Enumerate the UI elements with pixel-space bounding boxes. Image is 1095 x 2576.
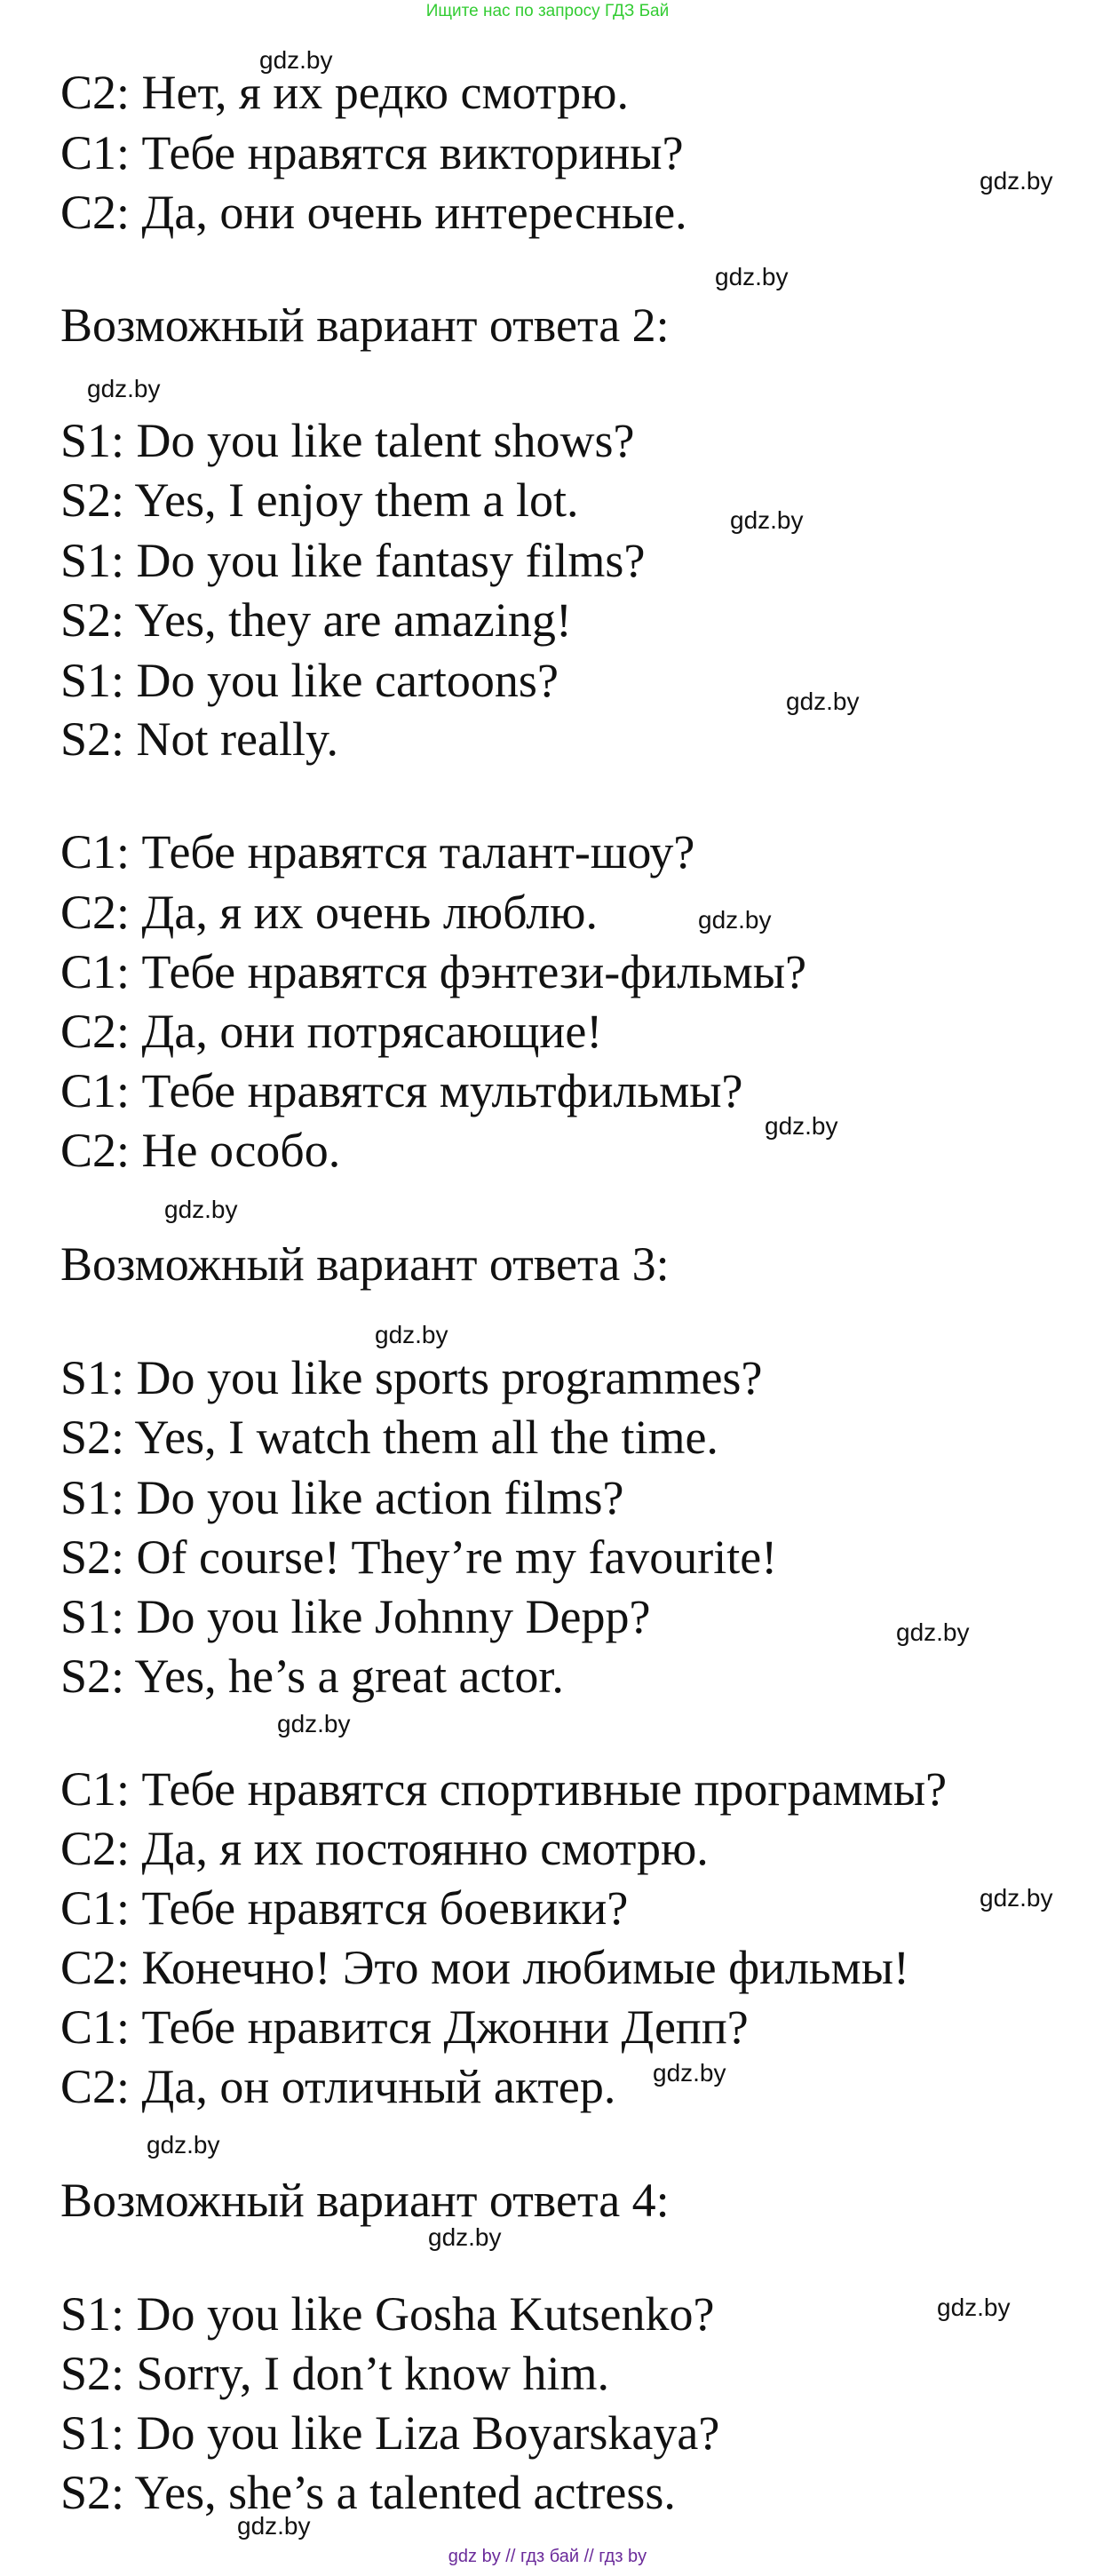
dialogue-line: C1: Тебе нравится Джонни Депп? bbox=[60, 2000, 749, 2054]
dialogue-line: C2: Да, я их очень люблю. bbox=[60, 886, 599, 939]
dialogue-line: S1: Do you like action films? bbox=[60, 1471, 624, 1524]
dialogue-line: S2: Of course! They’re my favourite! bbox=[60, 1530, 778, 1584]
watermark: gdz.by bbox=[980, 167, 1053, 195]
watermark: gdz.by bbox=[164, 1196, 238, 1223]
dialogue-line: S1: Do you like Johnny Depp? bbox=[60, 1590, 651, 1643]
watermark: gdz.by bbox=[653, 2059, 726, 2087]
watermark: gdz.by bbox=[147, 2131, 220, 2159]
dialogue-line: C1: Тебе нравятся талант-шоу? bbox=[60, 825, 695, 879]
watermark: gdz.by bbox=[428, 2223, 502, 2251]
dialogue-line: C2: Да, они потрясающие! bbox=[60, 1005, 603, 1058]
dialogue-line: C1: Тебе нравятся боевики? bbox=[60, 1881, 629, 1935]
watermark: gdz.by bbox=[765, 1112, 838, 1140]
watermark: gdz.by bbox=[277, 1710, 351, 1737]
top-banner: Ищите нас по запросу ГДЗ Бай bbox=[425, 2, 670, 20]
watermark: gdz.by bbox=[698, 906, 772, 934]
dialogue-line: C2: Да, я их постоянно смотрю. bbox=[60, 1822, 709, 1875]
watermark: gdz.by bbox=[786, 688, 860, 715]
watermark: gdz.by bbox=[730, 506, 804, 534]
watermark: gdz.by bbox=[896, 1618, 970, 1646]
dialogue-line: C2: Не особо. bbox=[60, 1124, 341, 1177]
dialogue-line: S2: Yes, he’s a great actor. bbox=[60, 1650, 564, 1703]
watermark: gdz.by bbox=[980, 1884, 1053, 1912]
dialogue-line: S2: Yes, she’s a talented actress. bbox=[60, 2466, 676, 2519]
section-heading: Возможный вариант ответа 4: bbox=[60, 2174, 670, 2227]
dialogue-line: S1: Do you like Liza Boyarskaya? bbox=[60, 2406, 720, 2460]
dialogue-line: S2: Yes, I watch them all the time. bbox=[60, 1411, 718, 1464]
dialogue-line: C1: Тебе нравятся викторины? bbox=[60, 126, 684, 179]
dialogue-line: S1: Do you like talent shows? bbox=[60, 414, 635, 467]
dialogue-line: C1: Тебе нравятся фэнтези-фильмы? bbox=[60, 945, 807, 998]
watermark: gdz.by bbox=[87, 375, 161, 402]
dialogue-line: C1: Тебе нравятся спортивные программы? bbox=[60, 1762, 948, 1816]
dialogue-line: S1: Do you like cartoons? bbox=[60, 654, 559, 707]
dialogue-line: S1: Do you like fantasy films? bbox=[60, 534, 646, 587]
dialogue-line: C2: Да, они очень интересные. bbox=[60, 186, 687, 239]
dialogue-line: C2: Да, он отличный актер. bbox=[60, 2060, 616, 2113]
watermark: gdz.by bbox=[237, 2512, 311, 2540]
dialogue-line: S2: Yes, they are amazing! bbox=[60, 593, 572, 647]
watermark: gdz.by bbox=[375, 1321, 448, 1348]
dialogue-line: S2: Yes, I enjoy them a lot. bbox=[60, 473, 579, 527]
dialogue-line: S1: Do you like sports programmes? bbox=[60, 1351, 763, 1404]
section-heading: Возможный вариант ответа 2: bbox=[60, 298, 670, 352]
dialogue-line: C1: Тебе нравятся мультфильмы? bbox=[60, 1064, 743, 1117]
dialogue-line: S2: Sorry, I don’t know him. bbox=[60, 2347, 610, 2400]
footer-banner: gdz by // гдз бай // гдз by bbox=[448, 2547, 647, 2566]
dialogue-line: S1: Do you like Gosha Kutsenko? bbox=[60, 2287, 715, 2341]
dialogue-line: S2: Not really. bbox=[60, 712, 338, 766]
watermark: gdz.by bbox=[259, 46, 333, 74]
watermark: gdz.by bbox=[937, 2294, 1011, 2321]
dialogue-line: C2: Нет, я их редко смотрю. bbox=[60, 66, 630, 119]
dialogue-line: C2: Конечно! Это мои любимые фильмы! bbox=[60, 1941, 909, 1994]
section-heading: Возможный вариант ответа 3: bbox=[60, 1237, 670, 1291]
watermark: gdz.by bbox=[715, 263, 789, 290]
